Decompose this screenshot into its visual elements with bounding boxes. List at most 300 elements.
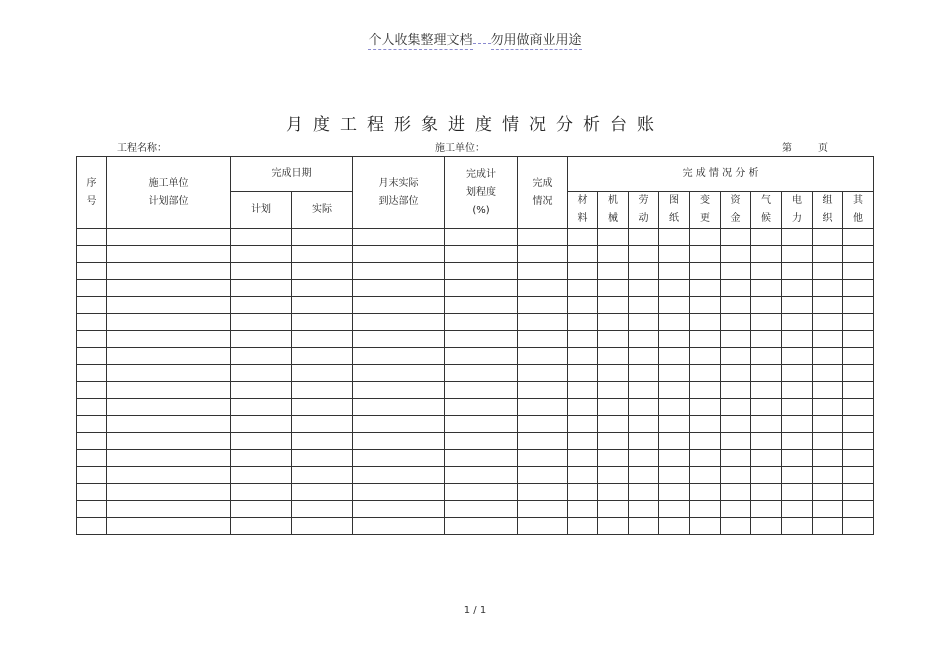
table-cell[interactable]: [721, 433, 751, 450]
table-cell[interactable]: [751, 501, 782, 518]
table-cell[interactable]: [782, 297, 813, 314]
table-cell[interactable]: [721, 399, 751, 416]
table-cell[interactable]: [813, 331, 843, 348]
table-cell[interactable]: [568, 416, 598, 433]
table-cell[interactable]: [813, 467, 843, 484]
table-cell[interactable]: [690, 399, 721, 416]
table-cell[interactable]: [751, 297, 782, 314]
table-cell[interactable]: [690, 484, 721, 501]
table-cell[interactable]: [568, 484, 598, 501]
table-cell[interactable]: [813, 365, 843, 382]
table-cell[interactable]: [843, 399, 874, 416]
table-cell[interactable]: [568, 467, 598, 484]
table-cell[interactable]: [518, 433, 568, 450]
table-cell[interactable]: [843, 501, 874, 518]
table-cell[interactable]: [445, 501, 518, 518]
table-cell[interactable]: [77, 399, 107, 416]
table-cell[interactable]: [751, 382, 782, 399]
table-cell[interactable]: [231, 518, 292, 535]
table-cell[interactable]: [598, 246, 629, 263]
table-cell[interactable]: [353, 501, 445, 518]
table-cell[interactable]: [813, 246, 843, 263]
table-cell[interactable]: [518, 501, 568, 518]
table-cell[interactable]: [292, 331, 353, 348]
table-cell[interactable]: [813, 416, 843, 433]
table-cell[interactable]: [518, 297, 568, 314]
table-cell[interactable]: [518, 314, 568, 331]
table-cell[interactable]: [568, 314, 598, 331]
table-cell[interactable]: [353, 484, 445, 501]
table-cell[interactable]: [77, 331, 107, 348]
table-cell[interactable]: [629, 314, 659, 331]
table-cell[interactable]: [568, 501, 598, 518]
table-cell[interactable]: [659, 348, 690, 365]
table-cell[interactable]: [629, 518, 659, 535]
table-cell[interactable]: [843, 314, 874, 331]
table-cell[interactable]: [107, 263, 231, 280]
table-cell[interactable]: [843, 484, 874, 501]
table-cell[interactable]: [598, 331, 629, 348]
table-cell[interactable]: [518, 518, 568, 535]
table-cell[interactable]: [782, 314, 813, 331]
table-cell[interactable]: [782, 365, 813, 382]
table-cell[interactable]: [107, 331, 231, 348]
table-cell[interactable]: [659, 246, 690, 263]
table-cell[interactable]: [751, 399, 782, 416]
table-cell[interactable]: [782, 399, 813, 416]
table-cell[interactable]: [231, 314, 292, 331]
table-cell[interactable]: [77, 416, 107, 433]
table-cell[interactable]: [843, 263, 874, 280]
table-cell[interactable]: [77, 263, 107, 280]
table-cell[interactable]: [353, 348, 445, 365]
table-cell[interactable]: [659, 433, 690, 450]
table-cell[interactable]: [107, 501, 231, 518]
table-cell[interactable]: [751, 416, 782, 433]
table-cell[interactable]: [751, 331, 782, 348]
table-cell[interactable]: [782, 382, 813, 399]
table-cell[interactable]: [353, 263, 445, 280]
table-cell[interactable]: [445, 450, 518, 467]
table-cell[interactable]: [629, 297, 659, 314]
table-cell[interactable]: [568, 280, 598, 297]
table-cell[interactable]: [690, 518, 721, 535]
table-cell[interactable]: [659, 467, 690, 484]
table-cell[interactable]: [518, 484, 568, 501]
table-cell[interactable]: [598, 501, 629, 518]
table-cell[interactable]: [107, 246, 231, 263]
table-cell[interactable]: [107, 399, 231, 416]
table-cell[interactable]: [721, 501, 751, 518]
table-cell[interactable]: [107, 433, 231, 450]
table-cell[interactable]: [77, 297, 107, 314]
table-cell[interactable]: [445, 348, 518, 365]
table-cell[interactable]: [568, 518, 598, 535]
table-cell[interactable]: [77, 229, 107, 246]
table-cell[interactable]: [445, 399, 518, 416]
table-cell[interactable]: [77, 314, 107, 331]
table-cell[interactable]: [518, 450, 568, 467]
table-cell[interactable]: [292, 297, 353, 314]
table-cell[interactable]: [518, 246, 568, 263]
table-cell[interactable]: [598, 382, 629, 399]
table-cell[interactable]: [782, 467, 813, 484]
table-cell[interactable]: [629, 416, 659, 433]
table-cell[interactable]: [445, 467, 518, 484]
table-cell[interactable]: [445, 365, 518, 382]
table-cell[interactable]: [721, 450, 751, 467]
table-cell[interactable]: [518, 416, 568, 433]
table-cell[interactable]: [721, 518, 751, 535]
table-cell[interactable]: [690, 314, 721, 331]
table-cell[interactable]: [445, 416, 518, 433]
table-cell[interactable]: [231, 501, 292, 518]
table-cell[interactable]: [813, 501, 843, 518]
table-cell[interactable]: [568, 246, 598, 263]
table-cell[interactable]: [690, 263, 721, 280]
table-cell[interactable]: [721, 382, 751, 399]
table-cell[interactable]: [292, 501, 353, 518]
table-cell[interactable]: [598, 280, 629, 297]
table-cell[interactable]: [231, 416, 292, 433]
table-cell[interactable]: [353, 314, 445, 331]
table-cell[interactable]: [77, 501, 107, 518]
table-cell[interactable]: [518, 229, 568, 246]
table-cell[interactable]: [568, 382, 598, 399]
table-cell[interactable]: [629, 229, 659, 246]
table-cell[interactable]: [518, 263, 568, 280]
table-cell[interactable]: [782, 348, 813, 365]
table-cell[interactable]: [690, 433, 721, 450]
table-cell[interactable]: [690, 229, 721, 246]
table-cell[interactable]: [721, 246, 751, 263]
table-cell[interactable]: [598, 263, 629, 280]
table-cell[interactable]: [292, 450, 353, 467]
table-cell[interactable]: [843, 467, 874, 484]
table-cell[interactable]: [292, 365, 353, 382]
table-cell[interactable]: [107, 484, 231, 501]
table-cell[interactable]: [353, 331, 445, 348]
table-cell[interactable]: [690, 297, 721, 314]
table-cell[interactable]: [659, 331, 690, 348]
table-cell[interactable]: [843, 416, 874, 433]
table-cell[interactable]: [518, 382, 568, 399]
table-cell[interactable]: [231, 450, 292, 467]
table-cell[interactable]: [813, 314, 843, 331]
table-cell[interactable]: [598, 348, 629, 365]
table-cell[interactable]: [659, 314, 690, 331]
table-cell[interactable]: [843, 450, 874, 467]
table-cell[interactable]: [445, 518, 518, 535]
table-cell[interactable]: [353, 382, 445, 399]
table-cell[interactable]: [721, 297, 751, 314]
table-cell[interactable]: [813, 263, 843, 280]
table-cell[interactable]: [751, 484, 782, 501]
table-cell[interactable]: [292, 433, 353, 450]
table-cell[interactable]: [107, 314, 231, 331]
table-cell[interactable]: [659, 450, 690, 467]
table-cell[interactable]: [659, 365, 690, 382]
table-cell[interactable]: [598, 297, 629, 314]
table-cell[interactable]: [813, 348, 843, 365]
table-cell[interactable]: [721, 348, 751, 365]
table-cell[interactable]: [843, 229, 874, 246]
table-cell[interactable]: [843, 433, 874, 450]
table-cell[interactable]: [292, 484, 353, 501]
table-cell[interactable]: [782, 433, 813, 450]
table-cell[interactable]: [629, 280, 659, 297]
table-cell[interactable]: [107, 229, 231, 246]
table-cell[interactable]: [782, 416, 813, 433]
table-cell[interactable]: [231, 246, 292, 263]
table-cell[interactable]: [77, 484, 107, 501]
table-cell[interactable]: [629, 331, 659, 348]
table-cell[interactable]: [445, 331, 518, 348]
table-cell[interactable]: [231, 365, 292, 382]
table-cell[interactable]: [598, 484, 629, 501]
table-cell[interactable]: [659, 416, 690, 433]
table-cell[interactable]: [292, 382, 353, 399]
table-cell[interactable]: [353, 399, 445, 416]
table-cell[interactable]: [518, 399, 568, 416]
table-cell[interactable]: [77, 280, 107, 297]
table-cell[interactable]: [77, 450, 107, 467]
table-cell[interactable]: [629, 501, 659, 518]
table-cell[interactable]: [690, 348, 721, 365]
table-cell[interactable]: [598, 450, 629, 467]
table-cell[interactable]: [518, 467, 568, 484]
table-cell[interactable]: [843, 365, 874, 382]
table-cell[interactable]: [518, 365, 568, 382]
table-cell[interactable]: [518, 348, 568, 365]
table-cell[interactable]: [751, 263, 782, 280]
table-cell[interactable]: [843, 382, 874, 399]
table-cell[interactable]: [690, 467, 721, 484]
table-cell[interactable]: [568, 348, 598, 365]
table-cell[interactable]: [629, 467, 659, 484]
table-cell[interactable]: [782, 331, 813, 348]
table-cell[interactable]: [721, 365, 751, 382]
table-cell[interactable]: [445, 484, 518, 501]
table-cell[interactable]: [445, 246, 518, 263]
table-cell[interactable]: [231, 433, 292, 450]
table-cell[interactable]: [598, 518, 629, 535]
table-cell[interactable]: [77, 518, 107, 535]
table-cell[interactable]: [353, 246, 445, 263]
table-cell[interactable]: [598, 365, 629, 382]
table-cell[interactable]: [353, 518, 445, 535]
table-cell[interactable]: [568, 399, 598, 416]
table-cell[interactable]: [107, 467, 231, 484]
table-cell[interactable]: [292, 399, 353, 416]
table-cell[interactable]: [231, 229, 292, 246]
table-cell[interactable]: [77, 467, 107, 484]
table-cell[interactable]: [107, 518, 231, 535]
table-cell[interactable]: [292, 518, 353, 535]
table-cell[interactable]: [231, 263, 292, 280]
table-cell[interactable]: [659, 263, 690, 280]
table-cell[interactable]: [292, 314, 353, 331]
table-cell[interactable]: [568, 433, 598, 450]
table-cell[interactable]: [843, 348, 874, 365]
table-cell[interactable]: [813, 297, 843, 314]
table-cell[interactable]: [107, 297, 231, 314]
table-cell[interactable]: [598, 314, 629, 331]
table-cell[interactable]: [231, 297, 292, 314]
table-cell[interactable]: [629, 484, 659, 501]
table-cell[interactable]: [751, 365, 782, 382]
table-cell[interactable]: [751, 229, 782, 246]
table-cell[interactable]: [721, 467, 751, 484]
table-cell[interactable]: [231, 467, 292, 484]
table-cell[interactable]: [751, 467, 782, 484]
table-cell[interactable]: [843, 297, 874, 314]
table-cell[interactable]: [782, 518, 813, 535]
table-cell[interactable]: [659, 484, 690, 501]
table-cell[interactable]: [690, 501, 721, 518]
table-cell[interactable]: [353, 416, 445, 433]
table-cell[interactable]: [353, 433, 445, 450]
table-cell[interactable]: [690, 280, 721, 297]
table-cell[interactable]: [751, 433, 782, 450]
table-cell[interactable]: [77, 348, 107, 365]
table-cell[interactable]: [751, 314, 782, 331]
table-cell[interactable]: [629, 348, 659, 365]
table-cell[interactable]: [629, 382, 659, 399]
table-cell[interactable]: [353, 450, 445, 467]
table-cell[interactable]: [629, 246, 659, 263]
table-cell[interactable]: [721, 484, 751, 501]
table-cell[interactable]: [445, 229, 518, 246]
table-cell[interactable]: [231, 484, 292, 501]
table-cell[interactable]: [721, 314, 751, 331]
table-cell[interactable]: [629, 263, 659, 280]
table-cell[interactable]: [445, 382, 518, 399]
table-cell[interactable]: [353, 297, 445, 314]
table-cell[interactable]: [721, 280, 751, 297]
table-cell[interactable]: [77, 382, 107, 399]
table-cell[interactable]: [721, 229, 751, 246]
table-cell[interactable]: [598, 467, 629, 484]
table-cell[interactable]: [518, 280, 568, 297]
table-cell[interactable]: [568, 263, 598, 280]
table-cell[interactable]: [568, 297, 598, 314]
table-cell[interactable]: [231, 348, 292, 365]
table-cell[interactable]: [813, 280, 843, 297]
table-cell[interactable]: [598, 399, 629, 416]
table-cell[interactable]: [629, 399, 659, 416]
table-cell[interactable]: [77, 365, 107, 382]
table-cell[interactable]: [721, 331, 751, 348]
table-cell[interactable]: [292, 416, 353, 433]
table-cell[interactable]: [782, 263, 813, 280]
table-cell[interactable]: [353, 229, 445, 246]
table-cell[interactable]: [751, 450, 782, 467]
table-cell[interactable]: [690, 331, 721, 348]
table-cell[interactable]: [690, 246, 721, 263]
table-cell[interactable]: [292, 263, 353, 280]
table-cell[interactable]: [629, 450, 659, 467]
table-cell[interactable]: [813, 399, 843, 416]
table-cell[interactable]: [231, 399, 292, 416]
table-cell[interactable]: [353, 365, 445, 382]
table-cell[interactable]: [292, 280, 353, 297]
table-cell[interactable]: [782, 229, 813, 246]
table-cell[interactable]: [598, 433, 629, 450]
table-cell[interactable]: [518, 331, 568, 348]
table-cell[interactable]: [445, 263, 518, 280]
table-cell[interactable]: [292, 229, 353, 246]
table-cell[interactable]: [782, 484, 813, 501]
table-cell[interactable]: [782, 501, 813, 518]
table-cell[interactable]: [568, 450, 598, 467]
table-cell[interactable]: [659, 229, 690, 246]
table-cell[interactable]: [231, 280, 292, 297]
table-cell[interactable]: [107, 382, 231, 399]
table-cell[interactable]: [690, 365, 721, 382]
table-cell[interactable]: [843, 331, 874, 348]
table-cell[interactable]: [107, 416, 231, 433]
table-cell[interactable]: [107, 348, 231, 365]
table-cell[interactable]: [721, 416, 751, 433]
table-cell[interactable]: [107, 365, 231, 382]
table-cell[interactable]: [843, 518, 874, 535]
table-cell[interactable]: [107, 280, 231, 297]
table-cell[interactable]: [107, 450, 231, 467]
table-cell[interactable]: [690, 416, 721, 433]
table-cell[interactable]: [445, 314, 518, 331]
table-cell[interactable]: [751, 518, 782, 535]
table-cell[interactable]: [445, 280, 518, 297]
table-cell[interactable]: [813, 382, 843, 399]
table-cell[interactable]: [629, 433, 659, 450]
table-cell[interactable]: [598, 229, 629, 246]
table-cell[interactable]: [292, 246, 353, 263]
table-cell[interactable]: [843, 280, 874, 297]
table-cell[interactable]: [568, 229, 598, 246]
table-cell[interactable]: [782, 246, 813, 263]
table-cell[interactable]: [813, 450, 843, 467]
table-cell[interactable]: [690, 382, 721, 399]
table-cell[interactable]: [813, 229, 843, 246]
table-cell[interactable]: [629, 365, 659, 382]
table-cell[interactable]: [813, 433, 843, 450]
table-cell[interactable]: [353, 280, 445, 297]
table-cell[interactable]: [721, 263, 751, 280]
table-cell[interactable]: [292, 348, 353, 365]
table-cell[interactable]: [659, 297, 690, 314]
table-cell[interactable]: [231, 331, 292, 348]
table-cell[interactable]: [353, 467, 445, 484]
table-cell[interactable]: [231, 382, 292, 399]
table-cell[interactable]: [782, 280, 813, 297]
table-cell[interactable]: [751, 280, 782, 297]
table-cell[interactable]: [598, 416, 629, 433]
table-cell[interactable]: [568, 331, 598, 348]
table-cell[interactable]: [445, 297, 518, 314]
table-cell[interactable]: [813, 518, 843, 535]
table-cell[interactable]: [568, 365, 598, 382]
table-cell[interactable]: [77, 433, 107, 450]
table-cell[interactable]: [292, 467, 353, 484]
table-cell[interactable]: [659, 399, 690, 416]
table-cell[interactable]: [445, 433, 518, 450]
table-cell[interactable]: [843, 246, 874, 263]
table-cell[interactable]: [690, 450, 721, 467]
table-cell[interactable]: [659, 518, 690, 535]
table-cell[interactable]: [751, 246, 782, 263]
table-cell[interactable]: [751, 348, 782, 365]
